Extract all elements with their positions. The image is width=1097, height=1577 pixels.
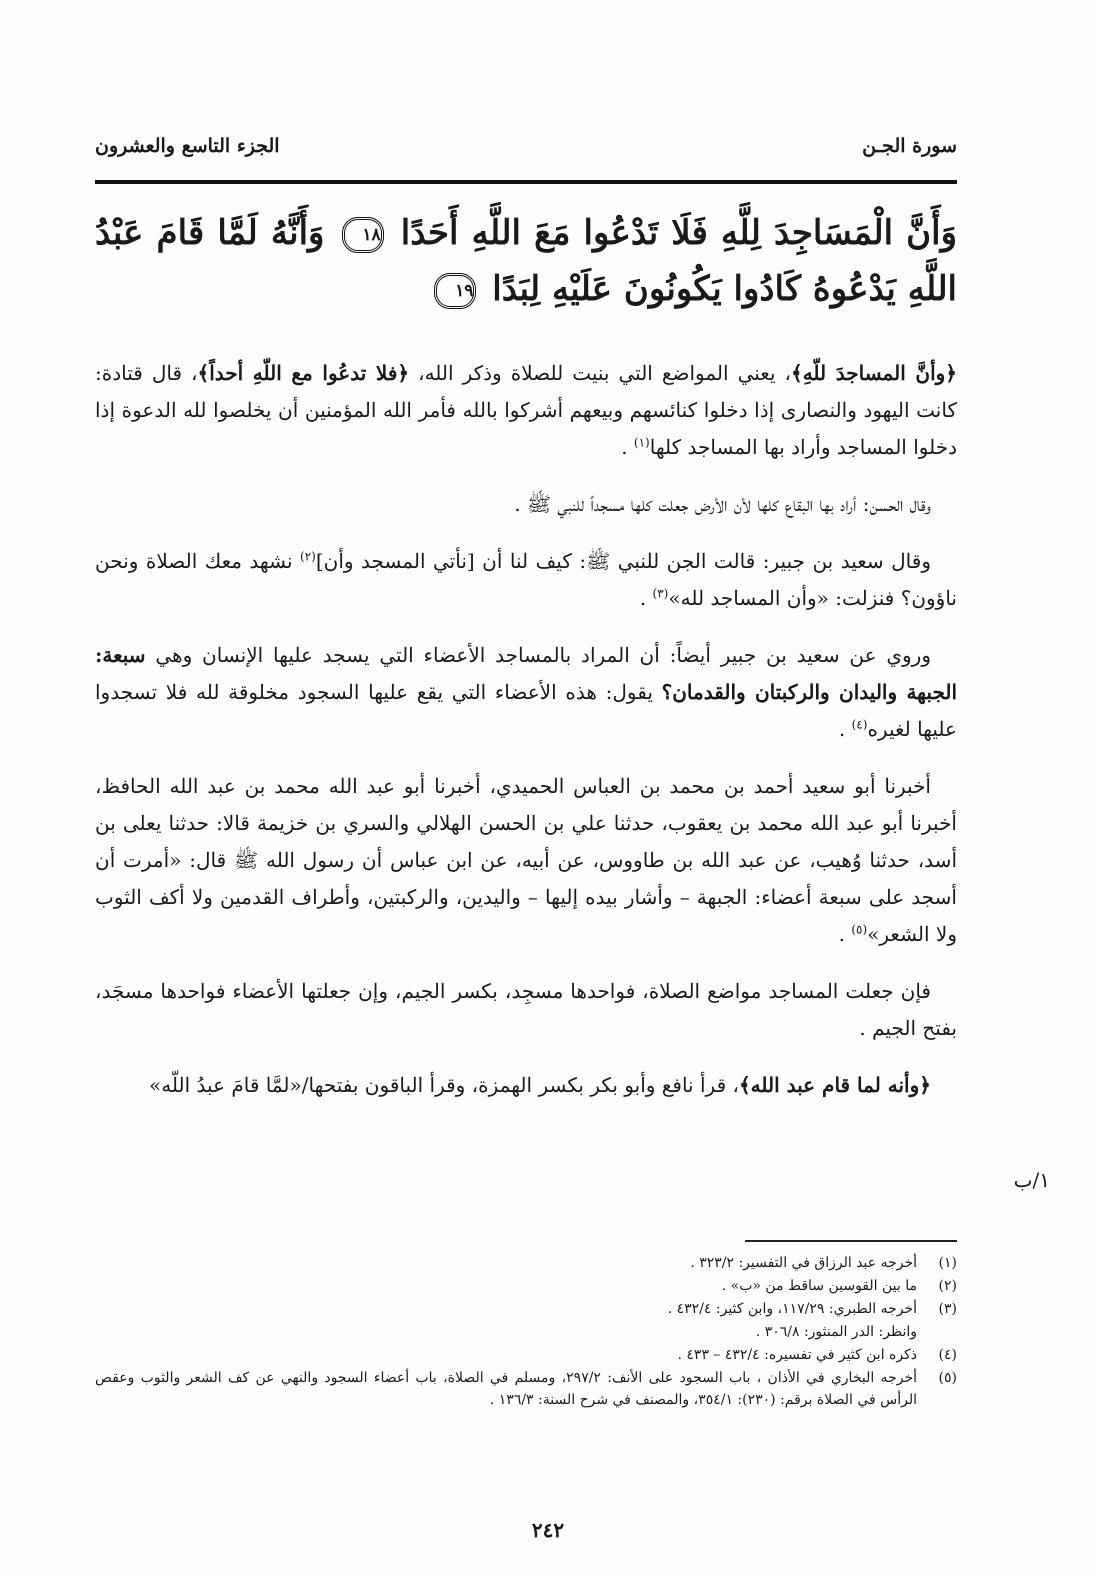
text: يقول: هذه الأعضاء التي يقع عليها السجود مخلوقة لله فلا تسجدوا عليها لغيره xyxy=(95,680,957,741)
bold-text: سبعة: الجبهة واليدان والركبتان والقدمان؟ xyxy=(95,643,958,704)
footnote-number: (٥) xyxy=(938,1370,957,1386)
footnote-number: (١) xyxy=(938,1255,957,1271)
footnote-ref-4: (٤) xyxy=(851,717,868,732)
quote: ﴿فلا تدعُوا مع اللّهِ أحداً﴾ xyxy=(197,361,410,385)
footnote xyxy=(95,1367,957,1411)
surah-title: سورة الجـن xyxy=(862,135,957,157)
footnote-text: وانظر: الدر المنثور: ٣٠٦/٨ . xyxy=(755,1324,917,1340)
ayah-number-19: ١٩ xyxy=(434,273,476,309)
text: . xyxy=(621,435,634,459)
footnote-number: (٢) xyxy=(938,1278,957,1294)
footnote-number: (٤) xyxy=(938,1347,957,1363)
footnote-text: أخرجه الطبري: ١١٧/٢٩، وابن كثير: ٤٣٢/٤ . xyxy=(667,1301,917,1317)
paragraph-7 xyxy=(95,1067,957,1104)
footnote-ref-2: (٢) xyxy=(300,549,316,564)
footnote xyxy=(95,1344,957,1366)
paragraph-1 xyxy=(95,355,957,466)
footnote xyxy=(95,1321,957,1343)
quote: ﴿وأنَّ المساجدَ للّهِ﴾ xyxy=(790,361,958,385)
text: نشهد معك الصلاة ونحن ناؤون؟ فنزلت: «وأن المساجد لله» xyxy=(95,549,957,610)
text: . xyxy=(838,717,852,741)
text: ، قال قتادة: كانت اليهود والنصارى إذا دخلوا كنائسهم وبيعهم أشركوا بالله فأمر الله المؤمنين أن يخلصوا لله الدعوة إذا دخلوا المساجد وأراد بها المساجد كلها xyxy=(95,361,957,459)
verse-text-18: وَأَنَّ الْمَسَاجِدَ لِلَّهِ فَلَا تَدْعُوا مَعَ اللَّهِ أَحَدًا xyxy=(400,213,957,253)
page-number: ٢٤٢ xyxy=(531,1518,565,1542)
footnote xyxy=(95,1298,957,1320)
paragraph-6: فإن جعلت المساجد مواضع الصلاة، فواحدها مسجِد، بكسر الجيم، وإن جعلتها الأعضاء فواحدها مسجَد، بفتح الجيم . xyxy=(95,979,957,1040)
text: . xyxy=(639,586,653,610)
running-header xyxy=(95,126,957,166)
footnote-ref-5: (٥) xyxy=(851,922,868,937)
verse-text-19: وَأَنَّهُ لَمَّا قَامَ عَبْدُ اللَّهِ يَدْعُوهُ كَادُوا يَكُونُونَ عَلَيْهِ لِبَدًا xyxy=(95,213,957,309)
text: ، يعني المواضع التي بنيت للصلاة وذكر الله، xyxy=(409,361,791,385)
quote: ﴿وأنه لما قام عبد الله﴾ xyxy=(738,1073,931,1097)
footnote-number xyxy=(917,1321,957,1343)
footnote xyxy=(95,1275,957,1297)
footnote-text: أخرجه البخاري في الأذان ، باب السجود على الأنف: ٢٩٧/٢، ومسلم في الصلاة، باب أعضاء السجود والنهي عن كف الشعر والثوب وعقص الرأس في الصلاة برقم: (٢٣٠): ٣٥٤/١، والمصنف في شرح السنة: ١٣٦/٣ . xyxy=(95,1370,917,1408)
footnote-ref-1: (١) xyxy=(633,435,650,450)
footnote-ref-3: (٣) xyxy=(652,586,669,601)
text: ، قرأ نافع وأبو بكر بكسر الهمزة، وقرأ الباقون بفتحها/«لمَّا قامَ عبدُ اللّه» xyxy=(148,1073,739,1097)
text: وروي عن سعيد بن جبير أيضاً: أن المراد بالمساجد الأعضاء التي يسجد عليها الإنسان وهي xyxy=(145,643,931,667)
footnote xyxy=(95,1252,957,1274)
paragraph-3 xyxy=(95,543,957,617)
footnote-text: أخرجه عبد الرزاق في التفسير: ٣٢٣/٢ . xyxy=(690,1255,917,1271)
footnote-text: ما بين القوسين ساقط من «ب» . xyxy=(721,1278,917,1294)
text: . xyxy=(838,922,852,946)
footnote-number: (٣) xyxy=(938,1301,957,1317)
part-title: الجزء التاسع والعشرون xyxy=(95,135,280,157)
text: أخبرنا أبو سعيد أحمد بن محمد بن العباس الحميدي، أخبرنا أبو عبد الله محمد بن عبد الله الحافظ، أخبرنا أبو عبد الله محمد بن يعقوب، حدثنا علي بن الحسن الهلالي والسري بن خزيمة قالا: حدثنا يعلى بن أسد، حدثنا وُهيب، عن عبد الله بن طاووس، عن أبيه، عن ابن عباس أن رسول الله ﷺ قال: «أمرت أن أسجد على سبعة أعضاء: الجبهة – وأشار بيده إليها – واليدين، والركبتين، وأطراف القدمين ولا أكف الثوب ولا الشعر» xyxy=(95,774,957,946)
commentary-body xyxy=(95,355,957,1124)
paragraph-4 xyxy=(95,637,957,748)
quran-verse-block xyxy=(95,205,957,317)
manuscript-folio-marker: ١/ب xyxy=(1013,1168,1050,1192)
footnote-rule xyxy=(745,1240,957,1242)
ayah-number-18: ١٨ xyxy=(342,217,384,253)
footnotes xyxy=(95,1252,957,1412)
header-rule xyxy=(95,180,957,184)
footnote-text: ذكره ابن كثير في تفسيره: ٤٣٢/٤ – ٤٣٣ . xyxy=(677,1347,917,1363)
paragraph-2: وقال الحسن: أراد بها البقاع كلها لأن الأرض جعلت كلها مسجداً للنبي ﷺ . xyxy=(514,492,931,516)
paragraph-5 xyxy=(95,768,957,953)
text: وقال سعيد بن جبير: قالت الجن للنبي ﷺ: كيف لنا أن [نأتي المسجد وأن] xyxy=(315,549,931,573)
